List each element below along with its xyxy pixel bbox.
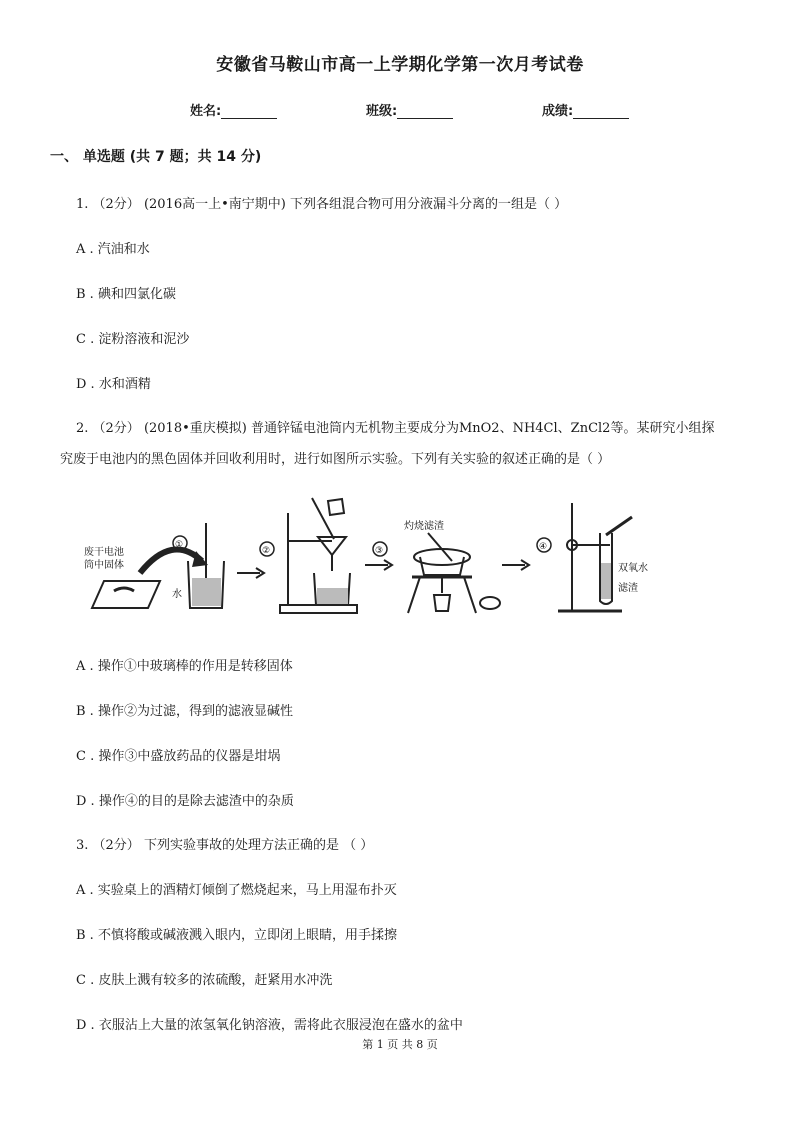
crucible-rim — [414, 549, 470, 565]
name-field[interactable] — [190, 100, 277, 119]
question-3-stem: 3. （2分） 下列实验事故的处理方法正确的是 （ ） — [76, 838, 374, 853]
glass-rod-3 — [428, 533, 452, 561]
lamp-cap — [480, 597, 500, 609]
label-step3: ③ — [375, 546, 384, 556]
score-blank[interactable] — [573, 104, 629, 119]
question-1-stem: 1. （2分） (2016高一上•南宁期中) 下列各组混合物可用分液漏斗分离的一组是（ ） — [76, 197, 568, 212]
label-residue: 滤渣 — [618, 583, 638, 594]
student-info-row — [0, 100, 800, 120]
alcohol-lamp — [434, 595, 450, 611]
beaker-2-liquid — [317, 588, 348, 604]
question-2-option-b[interactable]: B . 操作②为过滤，得到的滤液显碱性 — [76, 704, 293, 719]
question-3-option-d[interactable]: D . 衣服沾上大量的浓氢氧化钠溶液，需将此衣服浸泡在盛水的盆中 — [76, 1018, 463, 1033]
question-1-option-a[interactable]: A . 汽油和水 — [76, 242, 150, 257]
label-burn: 灼烧滤渣 — [404, 521, 444, 532]
label-battery2: 筒中固体 — [84, 560, 124, 571]
question-3-option-c[interactable]: C . 皮肤上溅有较多的浓硫酸，赶紧用水冲洗 — [76, 973, 333, 988]
label-battery: 废干电池 — [84, 547, 124, 558]
name-blank[interactable] — [221, 104, 277, 119]
class-label: 班级: — [366, 104, 398, 119]
class-blank[interactable] — [397, 104, 453, 119]
question-2-option-c[interactable]: C . 操作③中盛放药品的仪器是坩埚 — [76, 749, 281, 764]
question-3-option-a[interactable]: A . 实验桌上的酒精灯倾倒了燃烧起来，马上用湿布扑灭 — [76, 883, 397, 898]
question-2-stem-line2: 究废于电池内的黑色固体并回收利用时，进行如图所示实验。下列有关实验的叙述正确的是（ ） — [60, 452, 611, 467]
question-1-option-d[interactable]: D . 水和酒精 — [76, 377, 151, 392]
question-3-option-b[interactable]: B . 不慎将酸或碱液溅入眼内，立即闭上眼睛，用手揉擦 — [76, 928, 397, 943]
question-2-stem-line1: 2. （2分） (2018•重庆模拟) 普通锌锰电池筒内无机物主要成分为MnO2、NH4Cl、ZnCl2等。某研究小组探 — [76, 421, 715, 436]
tripod-leg-2 — [464, 577, 476, 613]
test-tube-liquid — [601, 563, 611, 599]
question-1-option-c[interactable]: C . 淀粉溶液和泥沙 — [76, 332, 190, 347]
score-label: 成绩: — [542, 104, 574, 119]
label-step1: ① — [175, 540, 184, 550]
class-field[interactable] — [366, 100, 453, 119]
tripod-leg-1 — [408, 577, 420, 613]
page-number: 第 1 页 共 8 页 — [362, 1038, 438, 1051]
beaker-1-liquid — [192, 578, 221, 606]
question-2-option-d[interactable]: D . 操作④的目的是除去滤渣中的杂质 — [76, 794, 294, 809]
paper-shape — [92, 581, 160, 608]
name-label: 姓名: — [190, 104, 222, 119]
label-water: 水 — [172, 589, 182, 600]
exam-title: 安徽省马鞍山市高一上学期化学第一次月考试卷 — [216, 55, 584, 75]
experiment-svg — [82, 493, 652, 628]
funnel — [318, 537, 346, 555]
label-peroxide: 双氧水 — [618, 563, 648, 574]
dropper — [606, 517, 632, 535]
pouring-beaker — [328, 499, 344, 515]
solid-pile — [114, 588, 134, 591]
glass-rod-2 — [312, 498, 334, 539]
stand-base-2 — [280, 605, 357, 613]
label-step4: ④ — [539, 542, 548, 552]
transfer-arrow — [140, 549, 202, 573]
score-field[interactable] — [542, 100, 629, 119]
experiment-diagram — [82, 493, 652, 628]
question-1-option-b[interactable]: B . 碘和四氯化碳 — [76, 287, 176, 302]
section-title: 一、 单选题 (共 7 题；共 14 分) — [50, 149, 262, 165]
question-2-option-a[interactable]: A . 操作①中玻璃棒的作用是转移固体 — [76, 659, 293, 674]
label-step2: ② — [262, 546, 271, 556]
